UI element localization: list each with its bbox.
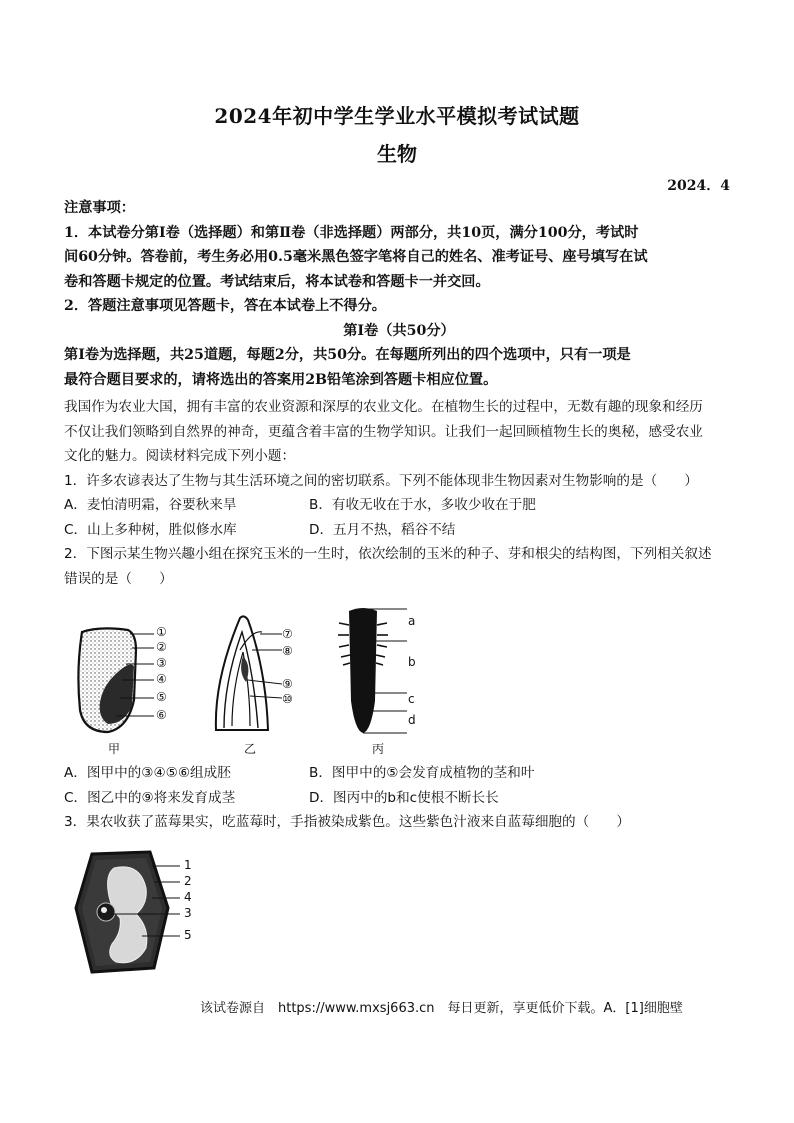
- question-block-2: [64, 761, 734, 835]
- q2-options-row2: [64, 786, 734, 811]
- notice-item1-line2: 间60分钟。答卷前，考生务必用0.5毫米黑色签字笔将自己的姓名、准考证号、座号填写在试: [64, 249, 648, 265]
- cell-label-2: 2: [184, 874, 192, 888]
- notice-heading: 注意事项：: [64, 200, 135, 216]
- bud-label-9: ⑨: [282, 677, 293, 691]
- seed-label-4: ④: [156, 672, 167, 686]
- bud-label-7: ⑦: [282, 627, 293, 641]
- notice-block: [64, 196, 734, 392]
- q2-option-a: A．图甲中的③④⑤⑥组成胚: [64, 765, 231, 781]
- bud-label-8: ⑧: [282, 644, 293, 658]
- section1-instr-line1: 第Ⅰ卷为选择题，共25道题，每题2分，共50分。在每题所列出的四个选项中，只有一项是: [64, 347, 631, 363]
- seed-label-1: ①: [156, 625, 167, 639]
- root-tip-figure: [335, 605, 415, 740]
- q1-stem: 1．许多农谚表达了生物与其生活环境之间的密切联系。下列不能体现非生物因素对生物影响的是（ ）: [64, 472, 698, 489]
- q2-option-b: B．图甲中的⑤会发育成植物的茎和叶: [309, 765, 535, 781]
- question-block-1: [64, 395, 734, 591]
- root-label-c: c: [408, 692, 415, 706]
- q1-options-row2: [64, 518, 734, 543]
- passage-line1: 我国作为农业大国，拥有丰富的农业资源和深厚的农业文化。在植物生长的过程中，无数有趣的现象和经历: [64, 399, 703, 415]
- seed-label-3: ③: [156, 656, 167, 670]
- section1-instr-line2: 最符合题目要求的，请将选出的答案用2B铅笔涂到答题卡相应位置。: [64, 371, 498, 388]
- cell-label-4: 4: [184, 890, 192, 904]
- seed-label-5: ⑤: [156, 690, 167, 704]
- exam-title: 2024年初中学生学业水平模拟考试试题: [214, 104, 580, 128]
- q3-stem: 3．果农收获了蓝莓果实，吃蓝莓时，手指被染成紫色。这些紫色汁液来自蓝莓细胞的（ ）: [64, 814, 630, 830]
- root-label-d: d: [408, 713, 416, 727]
- seed-label-2: ②: [156, 640, 167, 654]
- figure-label-jia: 甲: [108, 742, 121, 756]
- q1-option-d: D．五月不热，稻谷不结: [309, 521, 456, 538]
- figure-label-yi: 乙: [244, 742, 257, 756]
- corn-bud-figure: [210, 610, 290, 740]
- q1-options-row1: [64, 493, 734, 518]
- q1-option-c: C．山上多种树，胜似修水库: [64, 521, 237, 538]
- plant-cell-figure: [70, 848, 190, 978]
- section1-title: 第Ⅰ卷（共50分）: [343, 322, 455, 339]
- cell-label-5: 5: [184, 928, 192, 942]
- passage-line2: 不仅让我们领略到自然界的神奇，更蕴含着丰富的生物学知识。让我们一起回顾植物生长的奥秘，感受农业: [64, 423, 703, 440]
- notice-item1-line1: 1．本试卷分第Ⅰ卷（选择题）和第Ⅱ卷（非选择题）两部分，共10页，满分100分，考试时: [64, 224, 639, 241]
- notice-item2: 2．答题注意事项见答题卡，答在本试卷上不得分。: [64, 298, 386, 314]
- bud-label-10: ⑩: [282, 692, 293, 706]
- q2-option-d: D．图丙中的b和c使根不断长长: [309, 789, 499, 806]
- figure-label-bing: 丙: [372, 742, 385, 756]
- q2-options-row1: [64, 761, 734, 786]
- root-label-a: a: [408, 614, 416, 628]
- cell-label-3: 3: [184, 906, 192, 920]
- q1-option-a: A．麦怕清明霜，谷要秋来旱: [64, 497, 237, 513]
- q1-option-b: B．有收无收在于水，多收少收在于肥: [309, 497, 536, 513]
- root-label-b: b: [408, 655, 416, 669]
- cell-label-1: 1: [184, 858, 192, 872]
- seed-label-6: ⑥: [156, 708, 167, 722]
- q2-stem-line1: 2．下图示某生物兴趣小组在探究玉米的一生时，依次绘制的玉米的种子、芽和根尖的结构图，下列相关叙述: [64, 546, 712, 562]
- notice-item1-line3: 卷和答题卡规定的位置。考试结束后，将本试卷和答题卡一并交回。: [64, 273, 490, 290]
- passage-line3: 文化的魅力。阅读材料完成下列小题：: [64, 448, 296, 464]
- q2-stem-line2: 错误的是（ ）: [64, 570, 173, 587]
- footer-source-line: 该试卷源自 https://www.mxsj663.cn 每日更新，享更低价下载。A．[1]细胞壁: [200, 1001, 683, 1016]
- exam-subject: 生物: [377, 142, 417, 166]
- exam-date: 2024．4: [667, 178, 730, 194]
- q2-option-c: C．图乙中的⑨将来发育成茎: [64, 789, 236, 806]
